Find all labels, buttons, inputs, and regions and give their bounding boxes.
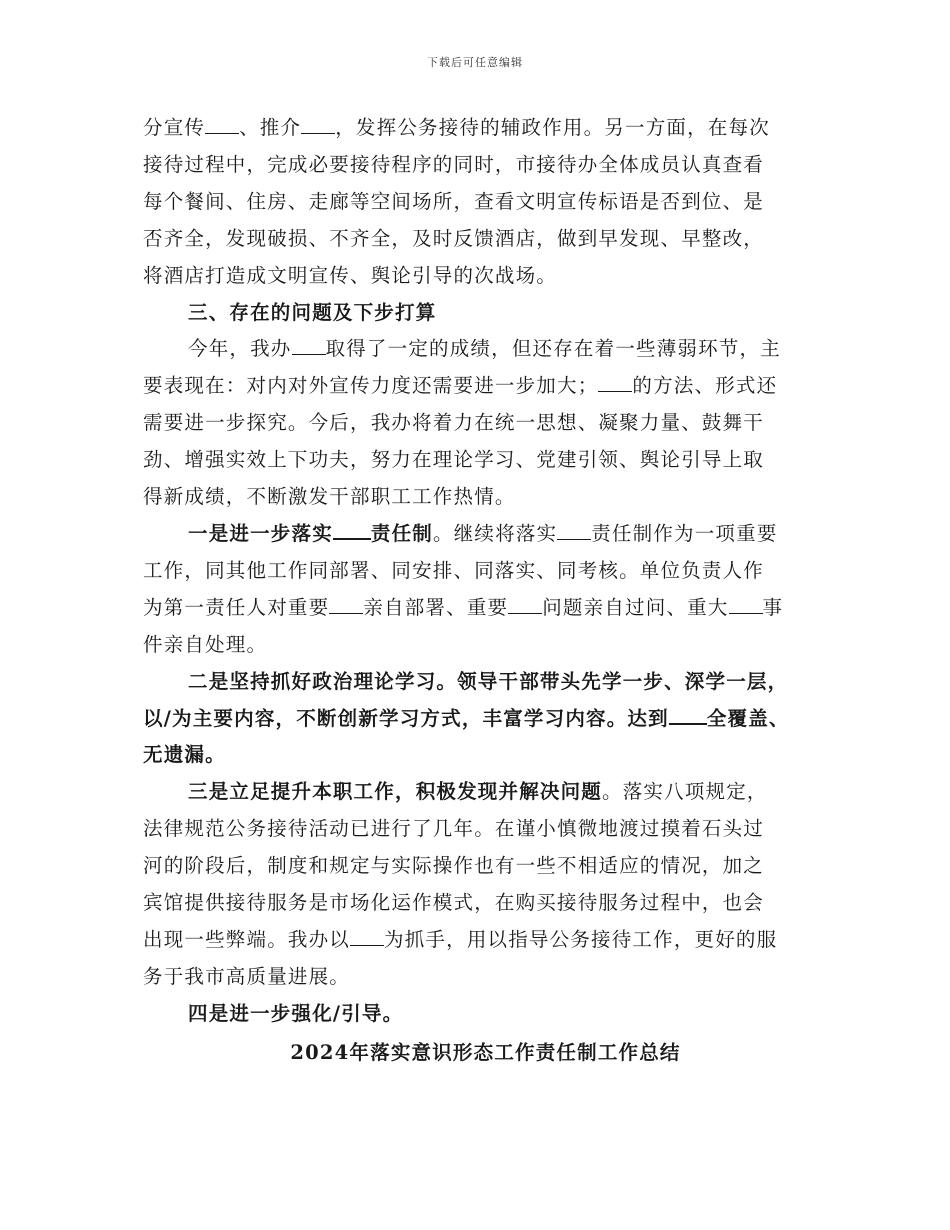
blank-line xyxy=(292,338,326,355)
paragraph-line: 要表现在：对内对外宣传力度还需要进一步加大； 的方法、形式还 xyxy=(143,374,778,398)
paragraph-line: 工作，同其他工作同部署、同安排、同落实、同考核。单位负责人作 xyxy=(143,558,765,582)
item-lead: 三是立足提升本职工作，积极发现并解决问题 xyxy=(188,780,603,804)
paragraph-line: 每个餐间、住房、走廊等空间场所，查看文明宣传标语是否到位、是 xyxy=(143,189,765,213)
paragraph-line: 出现一些弊端。我办以 为抓手，用以指导公务接待工作，更好的服 xyxy=(143,927,778,951)
paragraph-line: 接待过程中，完成必要接待程序的同时，市接待办全体成员认真查看 xyxy=(143,152,765,176)
blank-line xyxy=(329,597,363,614)
paragraph-line: 三是立足提升本职工作，积极发现并解决问题。落实八项规定， xyxy=(188,780,768,804)
paragraph-line: 二是坚持抓好政治理论学习。领导干部带头先学一步、深学一层， xyxy=(188,669,789,693)
paragraph-line: 四是进一步强化/引导。 xyxy=(188,1001,404,1025)
blank-line xyxy=(729,597,763,614)
blank-line xyxy=(301,117,335,134)
blank-line xyxy=(350,929,384,946)
paragraph-line: 劲、增强实效上下功夫，努力在理论学习、党建引领、舆论引导上取 xyxy=(143,448,765,472)
paragraph-line: 为第一责任人对重要 亲自部署、重要 问题亲自过问、重大 事 xyxy=(143,595,784,619)
blank-line xyxy=(333,522,371,540)
paragraph-line: 一是进一步落实 责任制。继续将落实 责任制作为一项重要 xyxy=(188,521,778,545)
blank-line xyxy=(557,523,591,540)
paragraph-line: 得新成绩，不断激发干部职工工作热情。 xyxy=(143,485,516,509)
blank-line xyxy=(669,707,707,725)
document-body xyxy=(143,110,828,1072)
paragraph-line: 务于我市高质量进展。 xyxy=(143,964,351,988)
paragraph-line: 需要进一步探究。今后，我办将着力在统一思想、凝聚力量、鼓舞干 xyxy=(143,411,765,435)
blank-line xyxy=(508,597,542,614)
paragraph-line: 分宣传 、推介 ，发挥公务接待的辅政作用。另一方面，在每次 xyxy=(143,116,770,139)
document-title: 2024年落实意识形态工作责任制工作总结 xyxy=(290,1040,681,1064)
page-header-note: 下载后可任意编辑 xyxy=(427,56,523,69)
section-heading: 三、存在的问题及下步打算 xyxy=(188,300,437,324)
paragraph-line: 以/为主要内容，不断创新学习方式，丰富学习内容。达到 全覆盖、 xyxy=(143,706,790,730)
paragraph-line: 今年，我办 取得了一定的成绩，但还存在着一些薄弱环节，主 xyxy=(188,337,781,361)
blank-line xyxy=(598,375,632,392)
paragraph-line: 河的阶段后，制度和规定与实际操作也有一些不相适应的情况，加之 xyxy=(143,854,765,878)
paragraph-line: 将酒店打造成文明宣传、舆论引导的次战场。 xyxy=(143,263,558,287)
paragraph-line: 件亲自处理。 xyxy=(143,632,268,656)
paragraph-line: 否齐全，发现破损、不齐全，及时反馈酒店，做到早发现、早整改， xyxy=(143,226,765,250)
paragraph-line: 法律规范公务接待活动已进行了几年。在谨小慎微地渡过摸着石头过 xyxy=(143,817,765,841)
paragraph-line: 宾馆提供接待服务是市场化运作模式，在购买接待服务过程中，也会 xyxy=(143,891,765,915)
item-lead: 一是进一步落实 xyxy=(188,521,333,545)
blank-line xyxy=(205,117,239,134)
paragraph-line: 无遗漏。 xyxy=(143,743,226,767)
